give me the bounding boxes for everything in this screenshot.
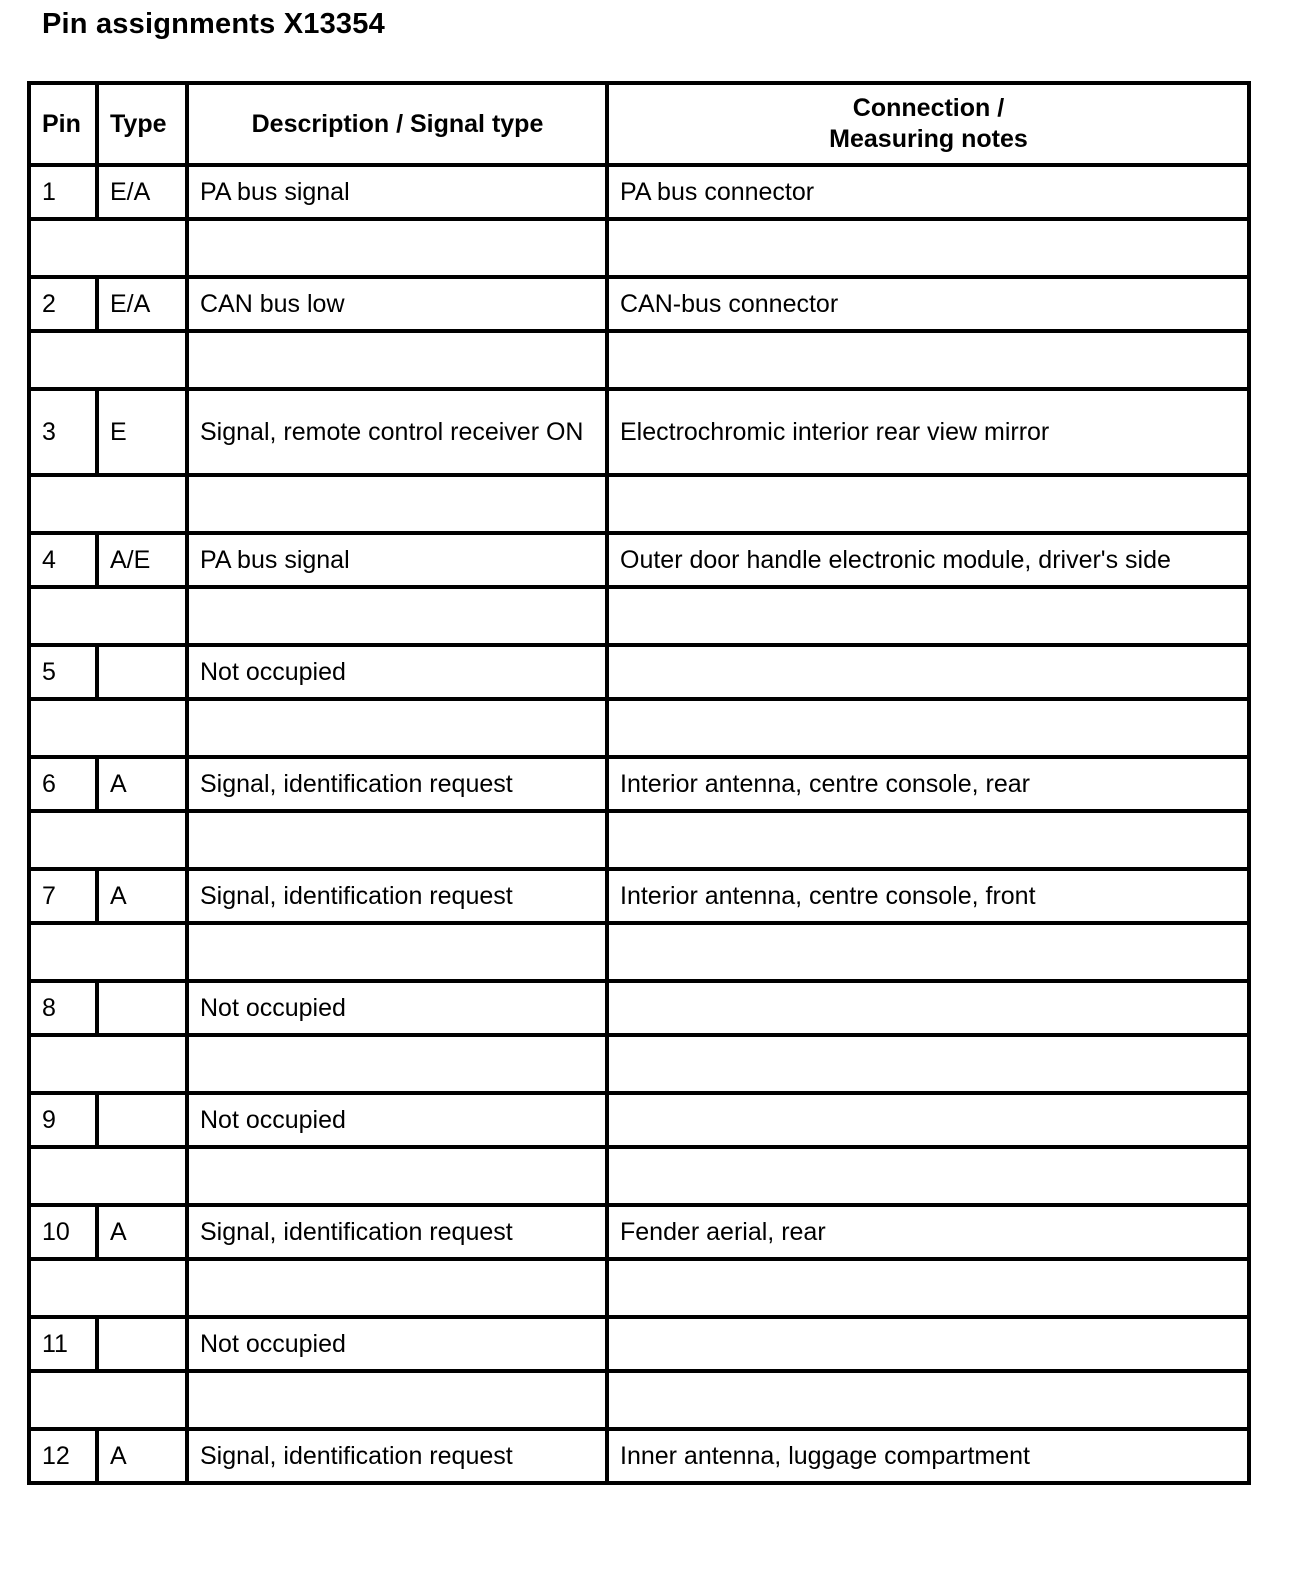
cell-connection (607, 645, 1249, 699)
spacer-row (29, 475, 1249, 533)
table-row (29, 869, 1249, 923)
spacer-cell-description (187, 475, 607, 533)
cell-pin (29, 165, 97, 219)
spacer-cell-pin-type (29, 587, 187, 645)
spacer-cell-description (187, 699, 607, 757)
cell-pin (29, 1093, 97, 1147)
cell-connection (607, 1093, 1249, 1147)
cell-description (187, 869, 607, 923)
cell-description-text: Signal, identification request (200, 1217, 513, 1246)
cell-description-text: Signal, identification request (200, 881, 513, 910)
cell-type (97, 533, 187, 587)
cell-connection (607, 1429, 1249, 1483)
cell-pin-text: 10 (42, 1217, 70, 1246)
cell-pin-text: 8 (42, 993, 56, 1022)
cell-connection (607, 165, 1249, 219)
spacer-cell-pin-type (29, 1259, 187, 1317)
cell-connection (607, 869, 1249, 923)
cell-pin-text: 5 (42, 657, 56, 686)
spacer-cell-pin-type (29, 1371, 187, 1429)
spacer-cell-connection (607, 699, 1249, 757)
cell-type (97, 389, 187, 475)
cell-type (97, 165, 187, 219)
header-pin: Pin (29, 83, 97, 165)
cell-type-text: E (110, 417, 127, 446)
cell-type (97, 1429, 187, 1483)
table-row (29, 1093, 1249, 1147)
spacer-row (29, 1259, 1249, 1317)
cell-description-text: Not occupied (200, 1105, 346, 1134)
spacer-cell-description (187, 811, 607, 869)
cell-connection-text: Interior antenna, centre console, rear (620, 769, 1030, 798)
spacer-cell-pin-type (29, 811, 187, 869)
cell-description-text: PA bus signal (200, 177, 350, 206)
spacer-cell-description (187, 1259, 607, 1317)
cell-pin-text: 3 (42, 417, 56, 446)
spacer-cell-connection (607, 587, 1249, 645)
cell-pin (29, 533, 97, 587)
cell-description (187, 165, 607, 219)
cell-description-text: Signal, remote control receiver ON (200, 417, 584, 446)
spacer-row (29, 1147, 1249, 1205)
spacer-cell-connection (607, 811, 1249, 869)
cell-type-text: A/E (110, 545, 151, 574)
header-row (29, 83, 1249, 165)
spacer-cell-connection (607, 1259, 1249, 1317)
header-connection-line1: Connection / (852, 94, 1005, 122)
spacer-cell-connection (607, 1035, 1249, 1093)
cell-type-text: A (110, 1441, 127, 1470)
header-description: Description / Signal type (187, 83, 607, 165)
cell-pin-text: 12 (42, 1441, 70, 1470)
table-row (29, 1317, 1249, 1371)
cell-description-text: CAN bus low (200, 289, 345, 318)
cell-pin (29, 981, 97, 1035)
table-row (29, 277, 1249, 331)
cell-description (187, 757, 607, 811)
table-body (29, 165, 1249, 1483)
table-row (29, 165, 1249, 219)
cell-description (187, 1429, 607, 1483)
spacer-cell-description (187, 587, 607, 645)
table-row (29, 533, 1249, 587)
pin-assignment-table (27, 81, 1251, 1485)
table-row (29, 389, 1249, 475)
cell-type (97, 1205, 187, 1259)
cell-pin (29, 1205, 97, 1259)
cell-connection (607, 277, 1249, 331)
spacer-cell-connection (607, 1147, 1249, 1205)
cell-pin-text: 9 (42, 1105, 56, 1134)
cell-type (97, 757, 187, 811)
cell-type-text: A (110, 881, 127, 910)
spacer-cell-description (187, 1371, 607, 1429)
spacer-row (29, 699, 1249, 757)
spacer-row (29, 219, 1249, 277)
cell-type-text: E/A (110, 177, 151, 206)
spacer-cell-pin-type (29, 1147, 187, 1205)
spacer-cell-pin-type (29, 475, 187, 533)
cell-connection-text: Inner antenna, luggage compartment (620, 1441, 1030, 1470)
cell-connection-text: PA bus connector (620, 177, 815, 206)
spacer-cell-pin-type (29, 219, 187, 277)
cell-type (97, 981, 187, 1035)
spacer-row (29, 1035, 1249, 1093)
cell-pin-text: 2 (42, 289, 56, 318)
spacer-cell-pin-type (29, 699, 187, 757)
cell-pin-text: 4 (42, 545, 56, 574)
cell-pin-text: 6 (42, 769, 56, 798)
cell-connection-text: Interior antenna, centre console, front (620, 881, 1036, 910)
cell-pin (29, 1429, 97, 1483)
spacer-row (29, 811, 1249, 869)
cell-connection-text: Outer door handle electronic module, driver's side (620, 545, 1171, 574)
spacer-cell-description (187, 331, 607, 389)
cell-type (97, 277, 187, 331)
cell-type (97, 1317, 187, 1371)
page-title: Pin assignments X13354 (42, 8, 385, 40)
cell-type (97, 645, 187, 699)
cell-connection-text: CAN-bus connector (620, 289, 839, 318)
spacer-cell-connection (607, 475, 1249, 533)
cell-description (187, 533, 607, 587)
cell-pin (29, 389, 97, 475)
cell-pin (29, 757, 97, 811)
table-row (29, 645, 1249, 699)
cell-connection (607, 533, 1249, 587)
cell-description-text: Signal, identification request (200, 769, 513, 798)
cell-pin-text: 7 (42, 881, 56, 910)
cell-connection-text: Fender aerial, rear (620, 1217, 826, 1246)
cell-description-text: Signal, identification request (200, 1441, 513, 1470)
spacer-cell-description (187, 923, 607, 981)
spacer-cell-pin-type (29, 331, 187, 389)
spacer-row (29, 923, 1249, 981)
spacer-row (29, 587, 1249, 645)
table-row (29, 757, 1249, 811)
cell-pin (29, 869, 97, 923)
cell-description (187, 277, 607, 331)
spacer-cell-pin-type (29, 923, 187, 981)
header-type: Type (97, 83, 187, 165)
cell-connection (607, 757, 1249, 811)
spacer-row (29, 1371, 1249, 1429)
cell-pin-text: 11 (42, 1329, 68, 1358)
cell-connection (607, 1317, 1249, 1371)
cell-description (187, 981, 607, 1035)
cell-pin (29, 277, 97, 331)
table-row (29, 981, 1249, 1035)
cell-type (97, 869, 187, 923)
table-row (29, 1205, 1249, 1259)
cell-description-text: Not occupied (200, 993, 346, 1022)
cell-connection (607, 1205, 1249, 1259)
cell-description (187, 1205, 607, 1259)
cell-description (187, 1317, 607, 1371)
header-connection (607, 83, 1249, 165)
cell-connection (607, 389, 1249, 475)
cell-type-text: E/A (110, 289, 151, 318)
spacer-cell-pin-type (29, 1035, 187, 1093)
table-row (29, 1429, 1249, 1483)
cell-type-text: A (110, 1217, 127, 1246)
cell-description (187, 389, 607, 475)
spacer-cell-connection (607, 923, 1249, 981)
cell-type (97, 1093, 187, 1147)
cell-connection-text: Electrochromic interior rear view mirror (620, 417, 1050, 446)
cell-pin-text: 1 (42, 177, 56, 206)
spacer-row (29, 331, 1249, 389)
spacer-cell-description (187, 1147, 607, 1205)
spacer-cell-connection (607, 1371, 1249, 1429)
cell-connection (607, 981, 1249, 1035)
spacer-cell-connection (607, 331, 1249, 389)
spacer-cell-description (187, 1035, 607, 1093)
cell-description-text: Not occupied (200, 1329, 346, 1358)
spacer-cell-description (187, 219, 607, 277)
cell-pin (29, 645, 97, 699)
cell-description-text: Not occupied (200, 657, 346, 686)
cell-description-text: PA bus signal (200, 545, 350, 574)
spacer-cell-connection (607, 219, 1249, 277)
cell-pin (29, 1317, 97, 1371)
cell-description (187, 1093, 607, 1147)
cell-description (187, 645, 607, 699)
header-connection-line2: Measuring notes (829, 125, 1028, 153)
cell-type-text: A (110, 769, 127, 798)
